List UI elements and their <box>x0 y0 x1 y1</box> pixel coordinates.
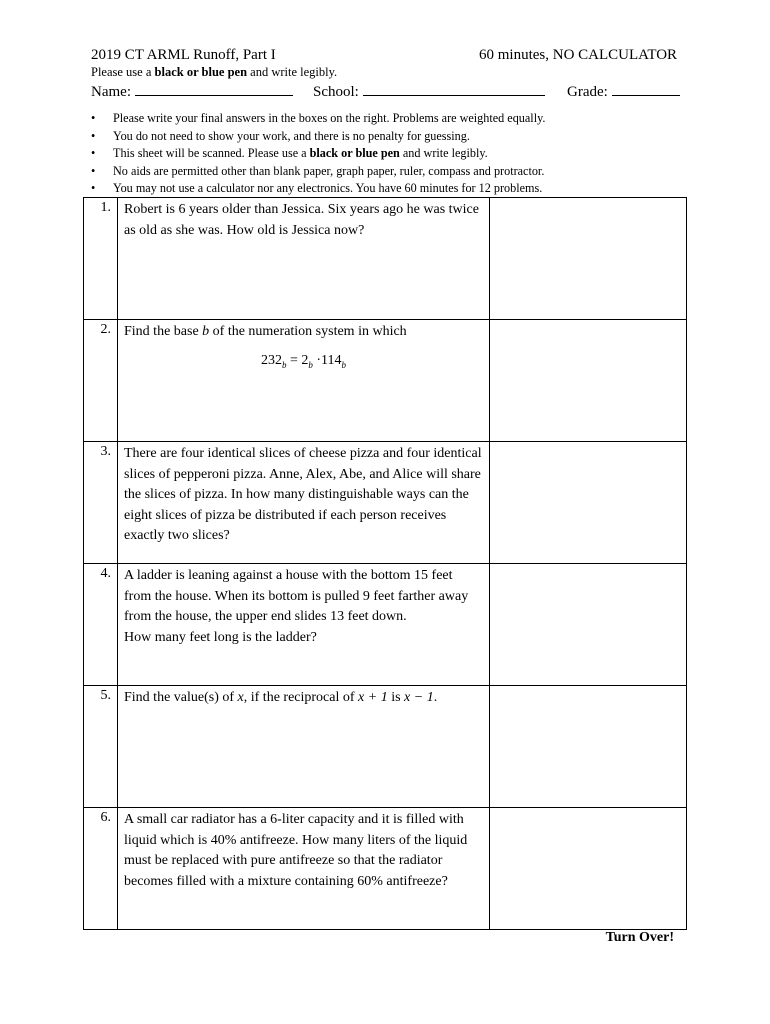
school-field[interactable] <box>313 81 545 101</box>
bullet-icon: • <box>91 181 96 196</box>
problem-number: 2. <box>84 320 118 442</box>
problem-text: A small car radiator has a 6-liter capacity and it is filled with liquid which is 40% antifreeze. How many liters of the liquid must be replaced with pure antifreeze so that the radiator becomes filled with a mixture containing 60% antifreeze? <box>118 808 490 930</box>
instruction-bold: black or blue pen <box>309 146 400 161</box>
problem-number: 4. <box>84 564 118 686</box>
pen-note-prefix: Please use a <box>91 65 155 79</box>
problem-row <box>84 198 687 320</box>
instruction-item <box>91 145 545 163</box>
instruction-item <box>91 128 545 146</box>
problem-number: 6. <box>84 808 118 930</box>
bullet-icon: • <box>91 163 96 178</box>
grade-field[interactable] <box>567 81 680 101</box>
problem-number: 5. <box>84 686 118 808</box>
expression: x + 1 <box>358 690 388 705</box>
problem-text <box>118 564 490 686</box>
formula-subscript: b <box>281 359 287 370</box>
formula-subscript: b <box>308 359 313 370</box>
answer-box[interactable] <box>490 320 687 442</box>
problem-text-main: A ladder is leaning against a house with the bottom 15 feet from the house. When its bottom is pulled 9 feet farther away from the house, the upper end slides 13 feet down. <box>124 568 469 624</box>
problem-row <box>84 686 687 808</box>
instruction-text: This sheet will be scanned. Please use a <box>113 146 310 161</box>
formula-part: = 2 <box>286 352 309 368</box>
problem-text-suffix: of the numeration system in which <box>209 324 407 339</box>
grade-label: Grade: <box>567 84 608 100</box>
problem-question: How many feet long is the ladder? <box>124 629 317 645</box>
instruction-text: No aids are permitted other than blank paper, graph paper, ruler, compass and protractor. <box>113 163 545 178</box>
problem-text: Robert is 6 years older than Jessica. Six years ago he was twice as old as she was. How old is Jessica now? <box>118 198 490 320</box>
formula-subscript: b <box>341 359 347 370</box>
formula-part: 232 <box>260 352 282 368</box>
instruction-suffix: and write legibly. <box>399 146 488 161</box>
answer-box[interactable] <box>490 808 687 930</box>
instruction-item <box>91 163 545 181</box>
problem-text-end: . <box>433 690 438 705</box>
problem-text-is: is <box>387 690 405 705</box>
instruction-item <box>91 110 545 128</box>
answer-box[interactable] <box>490 686 687 808</box>
problem-row <box>84 564 687 686</box>
formula <box>124 351 483 375</box>
formula-part: ·114 <box>312 352 342 368</box>
problem-row <box>84 442 687 564</box>
grade-line[interactable] <box>612 81 680 96</box>
answer-box[interactable] <box>490 442 687 564</box>
problem-row <box>84 320 687 442</box>
bullet-icon: • <box>91 111 96 125</box>
instruction-text: Please write your final answers in the boxes on the right. Problems are weighted equally. <box>113 111 546 125</box>
bullet-icon: • <box>91 146 96 161</box>
problem-text <box>118 320 490 442</box>
turn-over-note: Turn Over! <box>605 930 674 945</box>
instruction-text: You may not use a calculator nor any electronics. You have 60 minutes for 12 problems. <box>113 181 543 196</box>
expression: x − 1 <box>404 690 434 705</box>
instruction-item <box>91 180 545 198</box>
exam-title: 2019 CT ARML Runoff, Part I <box>91 47 276 63</box>
problem-text <box>118 686 490 808</box>
answer-box[interactable] <box>490 564 687 686</box>
problem-text-prefix: Find the value(s) of <box>124 690 238 705</box>
problem-number: 1. <box>84 198 118 320</box>
bullet-icon: • <box>91 128 96 143</box>
variable: x <box>237 690 244 705</box>
instruction-text: You do not need to show your work, and there is no penalty for guessing. <box>113 128 470 143</box>
instructions-list <box>91 110 545 198</box>
problem-text-prefix: Find the base <box>124 324 203 339</box>
problem-text: There are four identical slices of cheese pizza and four identical slices of pepperoni pizza. Anne, Alex, Abe, and Alice will share the slices of pizza. In how many distinguishable ways can the eight slices of pizza be distributed if each person receives exactly two slices? <box>118 442 490 564</box>
name-field[interactable] <box>91 81 293 101</box>
school-label: School: <box>313 84 359 100</box>
pen-note-suffix: and write legibly. <box>247 65 338 79</box>
answer-box[interactable] <box>490 198 687 320</box>
variable: b <box>202 324 210 339</box>
problem-row <box>84 808 687 930</box>
problems-table <box>83 197 687 930</box>
problem-number: 3. <box>84 442 118 564</box>
name-label: Name: <box>91 84 131 100</box>
problem-text-mid: , if the reciprocal of <box>243 690 359 705</box>
time-note: 60 minutes, NO CALCULATOR <box>479 47 678 63</box>
name-line[interactable] <box>135 81 293 96</box>
school-line[interactable] <box>363 81 545 96</box>
pen-note <box>91 65 337 80</box>
pen-note-bold: black or blue pen <box>154 65 248 79</box>
